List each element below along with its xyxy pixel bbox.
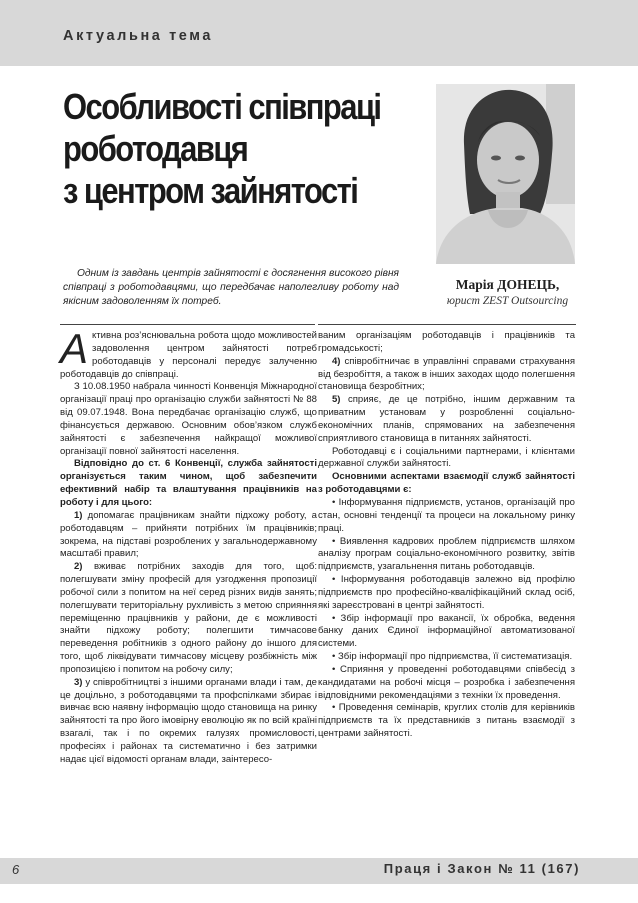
list-number: 5): [332, 394, 341, 406]
bullet-item: • Інформування підприємств, установ, організацій про стан, основні тенденції та процеси на локальному ринку праці.: [318, 496, 575, 534]
list-item: [60, 677, 317, 767]
paragraph: Роботодавці є і соціальними партнерами, і клієнтами державної служби зайнятості.: [318, 445, 575, 470]
paragraph-intro-text: ктивна роз’яснювальна робота щодо можливостей задоволення центром зайнятості потреб роботодавців у персоналі передує залученню роботодавців до співпраці.: [60, 330, 317, 380]
list-item-text: допомагає працівникам знайти підхожу роботу, а роботодавцям – прийняти потрібних їм працівників; зокрема, на підставі розроблених у загальнодержавному масштабі правил;: [60, 509, 317, 560]
dropcap: А: [60, 325, 89, 372]
list-item: [60, 510, 317, 561]
paragraph-bold: [318, 471, 575, 497]
bullet-item: • Збір інформації про вакансії, їх обробка, ведення банку даних Єдиної інформаційної автоматизованої системи.: [318, 612, 575, 650]
title-line-1: Особливості співпраці: [63, 86, 381, 127]
portrait-image: [436, 84, 575, 264]
list-item-text: у співробітництві з іншими органами влади і там, де це доцільно, з роботодавцями та профспілками збирає і вивчає всю наявну інформацію щодо становища на ринку зайнятості та про його імовірну еволюцію як по всій країні взагалі, так і по окремих галузях промисловості, професіях і районах та систематично і без затримки надає цієї відомості органам влади, заінтересо-: [60, 676, 317, 765]
paragraph: ваним організаціям роботодавців і працівників та громадськості;: [318, 330, 575, 354]
section-label: Актуальна тема: [63, 28, 214, 44]
bullet-item: • Виявлення кадрових проблем підприємств шляхом аналізу програм соціально-економічного розвитку, звітів підприємств, узагальнення питань роботодавців.: [318, 535, 575, 573]
author-role: юрист ZEST Outsourcing: [446, 295, 569, 307]
bullet-item: • Збір інформації про підприємства, її систематизація.: [332, 651, 573, 663]
divider-left: [60, 324, 315, 325]
list-number: 4): [332, 355, 341, 367]
body-column-2: [318, 330, 575, 741]
title-line-3: з центром зайнятості: [63, 170, 358, 211]
body-column-1: [60, 325, 317, 767]
paragraph-bold: [60, 458, 317, 509]
list-item: [318, 394, 575, 445]
journal-name: Праця і Закон № 11 (167): [383, 861, 580, 876]
list-item: [318, 356, 575, 395]
lead-paragraph: Одним із завдань центрів зайнятості є досягнення високого рівня співпраці з роботодавцями, що передбачає наполегливу роботу над якісним задоволенням їх потреб.: [63, 268, 399, 307]
author-name: Марія ДОНЕЦЬ,: [455, 277, 560, 292]
title-line-2: роботодавця: [63, 128, 248, 169]
page-number: 6: [12, 862, 20, 877]
list-number: 3): [74, 676, 83, 688]
bullet-item: • Інформування роботодавців залежно від профілю підприємств про професійно-кваліфікаційний склад осіб, які зареєстровані в центрі зайнятості.: [318, 574, 575, 611]
list-item-text: вживає потрібних заходів для того, щоб: полегшувати зміну професій для узгодження пропозиції робочої сили з попитом на неї серед різних видів занять; полегшувати територіальну рухливість з метою сприяння переміщенню працівників у райони, де є можливості знайти підхожу роботу; полегшити тимчасове переведення робітників з одного району до іншого для того, щоб ліквідувати тимчасову місцеву розбіжність між пропозицією і попитом на робочу силу;: [60, 561, 317, 675]
list-number: 1): [74, 509, 83, 521]
list-number: 2): [74, 561, 83, 573]
paragraph-bold-text: Відповідно до ст. 6 Конвенції, служба зайнятості організується таким чином, щоб забезпечити ефективний набір та влаштування працівників на роботу і для цього:: [60, 458, 317, 508]
list-item-text: співробітничає в управлінні справами страхування від безробіття, а також в інших заходах щодо полегшення становища безробітних;: [318, 355, 575, 393]
divider-right: [318, 324, 576, 325]
author-photo: [436, 84, 575, 264]
list-item-text: сприяє, де це потрібно, іншим державним та приватним установам у розробленні соціально-економічних планів, спрямованих на забезпечення сприятливого становища в питаннях зайнятості.: [318, 394, 575, 444]
paragraph-bold-text: Основними аспектами взаємодії служб зайнятості з роботодавцями є:: [318, 471, 575, 496]
paragraph-intro: [60, 325, 317, 381]
article-title: [63, 86, 381, 212]
bullet-item: • Проведення семінарів, круглих столів для керівників підприємств та їх представників з питань взаємодії з центрами зайнятості.: [318, 702, 575, 740]
author-block: [425, 277, 590, 307]
bullet-item: • Сприяння у проведенні роботодавцями співбесід з кандидатами на робочі місця – розробка і забезпечення відповідними рекомендаціями з техніки їх проведення.: [318, 663, 575, 701]
list-item: [60, 561, 317, 677]
paragraph: З 10.08.1950 набрала чинності Конвенція Міжнародної організації праці про організацію служби зайнятості № 88 від 09.07.1948. Вона передбачає організацію служб, що фінансується державою. Основним обов’язком служб зайнятості є забезпечення найкращої можливої організації повної зайнятості населення.: [60, 381, 317, 457]
